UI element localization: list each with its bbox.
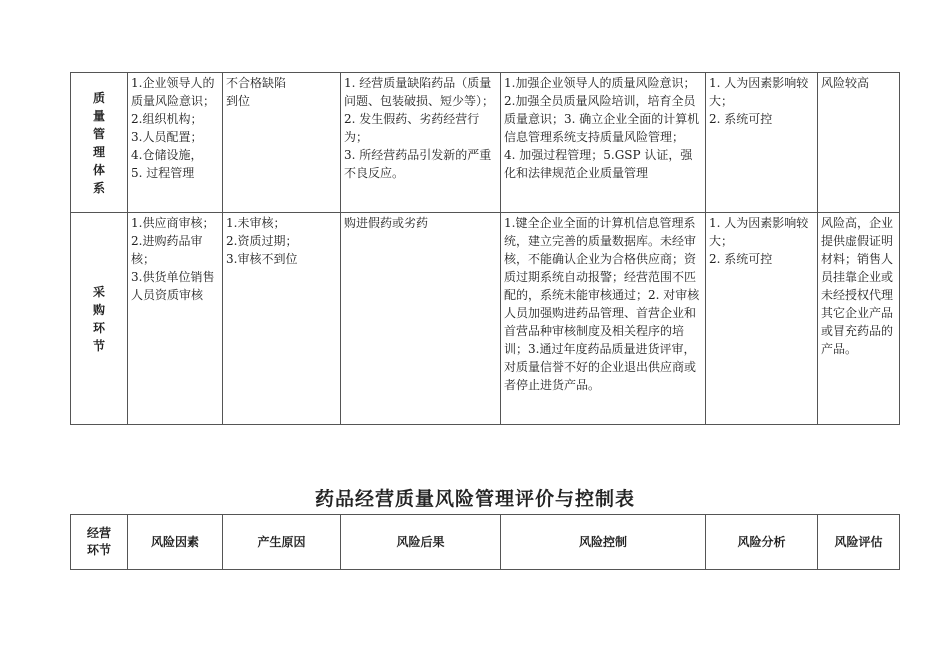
cell-line: 2. 系统可控	[709, 112, 773, 126]
header-causes: 产生原因	[223, 515, 341, 570]
cell-line: 2.资质过期；	[226, 234, 298, 248]
factors-cell	[128, 73, 223, 213]
causes-cell	[223, 213, 341, 425]
cell-line: 1.企业领导人的质量风险意识；2.组织机构；	[131, 76, 216, 126]
causes-cell	[223, 73, 341, 213]
cell-line: 购进假药或劣药	[344, 216, 429, 230]
header-controls: 风险控制	[501, 515, 706, 570]
cell-line: 风险高，企业提供虚假证明材料；销售人员挂靠企业或未经授权代理其它企业产品或冒充药品的产品。	[821, 216, 894, 356]
cell-line: 3.供货单位销售人员资质审核	[131, 270, 215, 302]
header-assessment: 风险评估	[818, 515, 900, 570]
factors-cell	[128, 213, 223, 425]
header-analysis: 风险分析	[706, 515, 818, 570]
analysis-cell	[706, 213, 818, 425]
cell-line: 1. 人为因素影响较大；	[709, 216, 809, 248]
risk-table-continued	[70, 72, 900, 425]
header-consequences: 风险后果	[341, 515, 501, 570]
cell-line: 1.未审核；	[226, 216, 286, 230]
cell-line: 到位	[226, 94, 251, 108]
cell-line: 3.审核不到位	[226, 252, 298, 266]
cell-line: 3. 所经营药品引发新的严重不良反应。	[344, 148, 492, 180]
cell-line: 4.仓储设施，	[131, 148, 203, 162]
consequences-cell	[341, 73, 501, 213]
risk-table-header	[70, 514, 900, 570]
header-row	[71, 515, 900, 570]
consequences-cell	[341, 213, 501, 425]
cell-line: 4. 加强过程管理；5.GSP 认证，强化和法律规范企业质量管理	[504, 148, 693, 180]
cell-line: 1. 人为因素影响较大；	[709, 76, 809, 108]
cell-line: 2.进购药品审核；	[131, 234, 203, 266]
cell-line: 1.供应商审核；	[131, 216, 215, 230]
assessment-cell	[818, 213, 900, 425]
table-row	[71, 73, 900, 213]
cell-line: 2. 系统可控	[709, 252, 773, 266]
stage-cell: 采购环节	[71, 213, 128, 425]
header-factors: 风险因素	[128, 515, 223, 570]
analysis-cell	[706, 73, 818, 213]
cell-line: 1. 经营质量缺陷药品（质量问题、包装破损、短少等）；2. 发生假药、劣药经营行为；	[344, 76, 495, 144]
cell-line: 5. 过程管理	[131, 166, 195, 180]
document-title: 药品经营质量风险管理评价与控制表	[314, 488, 635, 510]
assessment-cell	[818, 73, 900, 213]
controls-cell	[501, 73, 706, 213]
cell-line: 风险较高	[821, 76, 870, 90]
table-row	[71, 213, 900, 425]
header-stage: 经营 环节	[71, 515, 128, 570]
cell-line: 1.加强企业领导人的质量风险意识；2.加强全员质量风险培训，培育全员质量意识；3. 确立企业全面的计算机信息管理系统支持质量风险管理；	[504, 76, 700, 144]
cell-line: 3.人员配置；	[131, 130, 203, 144]
stage-cell: 质量管理体系	[71, 73, 128, 213]
controls-cell	[501, 213, 706, 425]
cell-line: 不合格缺陷	[226, 76, 287, 90]
cell-line: 1.键全企业全面的计算机信息管理系统，建立完善的质量数据库。未经审核，不能确认企业为合格供应商；资质过期系统自动报警；经营范围不匹配的，系统未能审核通过；2. 对审核人员加强购进药品管理、首营企业和首营品种审核制度及相关程序的培训；3.通过年度药品质量进货评审，对质量信誉不好的企业退出供应商或者停止进货产品。	[504, 216, 700, 392]
